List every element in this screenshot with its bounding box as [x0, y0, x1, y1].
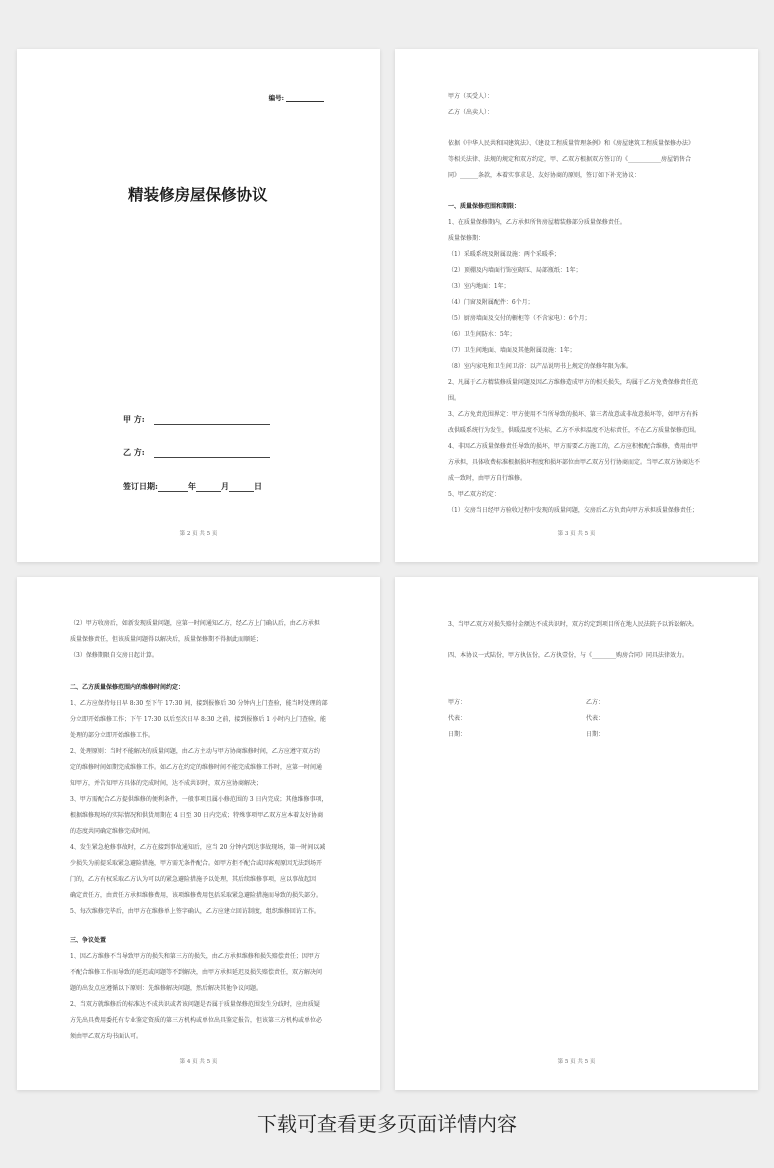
paragraph-line: 同》______条款，本着实事求是、友好协商的原则，签订如下补充协议：	[448, 172, 641, 179]
party-a-signature	[123, 414, 270, 425]
document-page-3	[395, 49, 758, 562]
paragraph-line: 根据维修现场的实际情况和供货周期在 4 日至 30 日内完成；特殊事项甲乙双方应本着友好协商	[70, 812, 324, 819]
paragraph-line: 3、乙方免责范围界定：甲方使用不当所导致的损坏、第三者故意或非故意损坏等，如甲方有拆	[448, 411, 698, 418]
party-a-date-label: 日期：	[448, 731, 467, 738]
section-heading: 三、争议处置	[70, 937, 107, 944]
list-item: （8）室内家电和卫生间卫浴：以产品说明书上规定的保修年限为准。	[448, 363, 632, 370]
document-number-label: 编号:	[268, 94, 284, 102]
section-heading: 二、乙方质量保修范围内的维修时间约定：	[70, 684, 185, 691]
party-b-date-label: 日期：	[586, 731, 605, 738]
document-page-4	[17, 577, 380, 1090]
paragraph-line: 1、因乙方维修不当导致甲方的损失和第三方的损失，由乙方承担维修和损失赔偿责任；因甲方	[70, 953, 320, 960]
party-a-line	[154, 416, 270, 425]
page-footer: 第 2 页 共 5 页	[179, 531, 218, 537]
party-a-signature-label: 甲方：	[448, 699, 467, 706]
paragraph-line: 题的出发点应遵循以下原则：先维修解决问题，然后解决其他争议问题。	[70, 985, 263, 992]
paragraph-line: 3、甲方需配合乙方提供维修的便利条件，一般事项且属小修范围的 3 日内完成；其他维修事项，	[70, 796, 328, 803]
day-label: 日	[253, 481, 262, 491]
party-b-line	[154, 449, 270, 458]
paragraph-line: 依据《中华人民共和国建筑法》、《建设工程质量管理条例》和《房屋建筑工程质量保修办法》	[448, 140, 695, 147]
section-heading: 一、质量保修范围和期限：	[448, 203, 521, 210]
year-blank	[158, 483, 188, 492]
party-b-label: 乙 方:	[123, 447, 145, 457]
paragraph-line: 方先出具费用委托有专业鉴定资质的第三方机构或单位出具鉴定报告，但该第三方机构或单位必	[70, 1017, 323, 1024]
list-item: （4）门窗及附属配件：6个月；	[448, 299, 534, 306]
paragraph-line: 2、处理原则：当时不能解决的质量问题，由乙方主动与甲方协商维修时间，乙方应遵守双方约	[70, 748, 320, 755]
paragraph-line: 的态度共同确定维修完成时间。	[70, 828, 155, 835]
paragraph-line: 2、凡属于乙方精装修质量问题及因乙方维修造成甲方的相关损失，均属于乙方免费保修责任范	[448, 379, 698, 386]
list-item: （5）厨房墙面及交付的橱柜等（不含家电）：6个月；	[448, 315, 591, 322]
party-b-signature-label: 乙方：	[586, 699, 605, 706]
paragraph-line: 围。	[448, 395, 461, 402]
paragraph-line: 等相关法律、法规的规定和双方约定，甲、乙双方根据双方签订的《___________房屋销售合	[448, 156, 692, 163]
paragraph-line: 门的，乙方有权采取乙方认为可以的紧急避险措施予以处理，其后续维修事项，应以事故起因	[70, 876, 317, 883]
document-number-blank	[286, 95, 324, 102]
paragraph-line: 质量保修责任，但该质量问题得以解决后，质量保修期不得据此而顺延；	[70, 636, 263, 643]
paragraph-line: 4、非因乙方质量保修责任导致的损坏，甲方需要乙方施工的，乙方应积极配合维修，费用由甲	[448, 443, 698, 450]
paragraph-line: 不配合维修工作而导致的延迟或问题等不到解决，由甲方承担延迟及损失赔偿责任，双方解决问	[70, 969, 323, 976]
paragraph-line: 成一致时，由甲方自行维修。	[448, 475, 527, 482]
paragraph-line: （3）保修期限自交房日起计算。	[70, 652, 158, 659]
page-footer: 第 4 页 共 5 页	[179, 1059, 218, 1065]
paragraph-line: 定的维修时间如期完成维修工作。如乙方在约定的维修时间不能完成维修工作时，应第一时间通	[70, 764, 323, 771]
party-a-line: 甲方（买受人）：	[448, 93, 494, 100]
party-b-signature	[123, 447, 270, 458]
paragraph-line: 改供暖系统行为发生，供暖温度不达标，乙方不承担温度不达标责任，不在乙方质量保修范围。	[448, 427, 701, 434]
party-a-representative-label: 代表：	[448, 715, 467, 722]
month-blank	[196, 483, 221, 492]
paragraph-line: （2）甲方收房后，如新发现质量问题，应第一时间通知乙方，经乙方上门确认后，由乙方承担	[70, 620, 320, 627]
paragraph-line: 3、当甲乙双方对损失赔付金额达不成共识时，双方约定到项目所在地人民法院予以诉讼解决。	[448, 621, 698, 628]
list-item: （3）室内地面：1年；	[448, 283, 510, 290]
paragraph-line: 处理的部分立即开始维修工作。	[70, 732, 155, 739]
list-item: （1）交房当日经甲方验收过程中发现的质量问题，交房后乙方负责向甲方承担质量保修责任；	[448, 507, 698, 514]
list-item: （2）顶棚及内墙面行饰室砌压、局部瓶纸：1年；	[448, 267, 582, 274]
party-a-label: 甲 方:	[123, 414, 145, 424]
page-footer: 第 3 页 共 5 页	[557, 531, 596, 537]
paragraph-line: 四、本协议一式陆份，甲方执伍份，乙方执壹份，与《________购房合同》同具法律效力。	[448, 652, 689, 659]
paragraph-line: 知甲方，并告知甲方具体的完成时间，达不成共识时，双方应协商解决；	[70, 780, 263, 787]
day-blank	[229, 483, 254, 492]
month-label: 月	[220, 481, 229, 491]
paragraph-line: 5、甲乙双方约定：	[448, 491, 500, 498]
paragraph-line: 少损失为前提采取紧急避险措施，甲方需无条件配合。如甲方拒不配合或因客观原因无法到场开	[70, 860, 323, 867]
paragraph-line: 5、每次维修完毕后，由甲方在维修单上签字确认，乙方应建立回访制度，组织维修回访工作。	[70, 908, 320, 915]
document-number-field	[269, 93, 324, 102]
page-footer: 第 5 页 共 5 页	[557, 1059, 596, 1065]
list-item: （1）采暖系统及附属设施：两个采暖季；	[448, 251, 560, 258]
paragraph-line: 1、乙方应保持每日早 8:30 至下午 17:30 间，接到报修后 30 分钟内上门查验，能当时处理的部	[70, 700, 328, 707]
document-page-2	[17, 49, 380, 562]
party-b-representative-label: 代表：	[586, 715, 605, 722]
paragraph-line: 分立即开始维修工作；下午 17:30 以后至次日早 8:30 之前，接到报修后 1 小时内上门查验，能	[70, 716, 327, 723]
party-b-line: 乙方（出卖人）：	[448, 109, 494, 116]
paragraph-line: 质量保修期：	[448, 235, 485, 242]
year-label: 年	[187, 481, 196, 491]
paragraph-line: 方承担，具体收费标准根据损坏程度和损坏部位由甲乙双方另行协商而定。当甲乙双方协商达不	[448, 459, 701, 466]
list-item: （6）卫生间防水：5年；	[448, 331, 516, 338]
paragraph-line: 2、当双方就维修后的标准达不成共识或者该问题是否属于质量保修范围发生分歧时，应由质疑	[70, 1001, 320, 1008]
sign-date	[123, 481, 262, 492]
list-item: （7）卫生间地面、墙面及其他附属设施：1年；	[448, 347, 576, 354]
document-title: 精装修房屋保修协议	[128, 186, 268, 204]
paragraph-line: 须由甲乙双方均书面认可。	[70, 1033, 143, 1040]
paragraph-line: 1、在质量保修期内，乙方承担所售房屋精装修部分质量保修责任。	[448, 219, 626, 226]
paragraph-line: 4、发生紧急抢修事故时，乙方在接到事故通知后，应当 20 分钟内到达事故现场，第一时间以减	[70, 844, 326, 851]
document-page-5	[395, 577, 758, 1090]
paragraph-line: 确定责任方，由责任方承担维修费用，该项维修费用包括采取紧急避险措施而导致的损失部分。	[70, 892, 323, 899]
sign-date-label: 签订日期:	[123, 481, 158, 491]
download-more-caption[interactable]: 下载可查看更多页面详情内容	[257, 1112, 517, 1136]
